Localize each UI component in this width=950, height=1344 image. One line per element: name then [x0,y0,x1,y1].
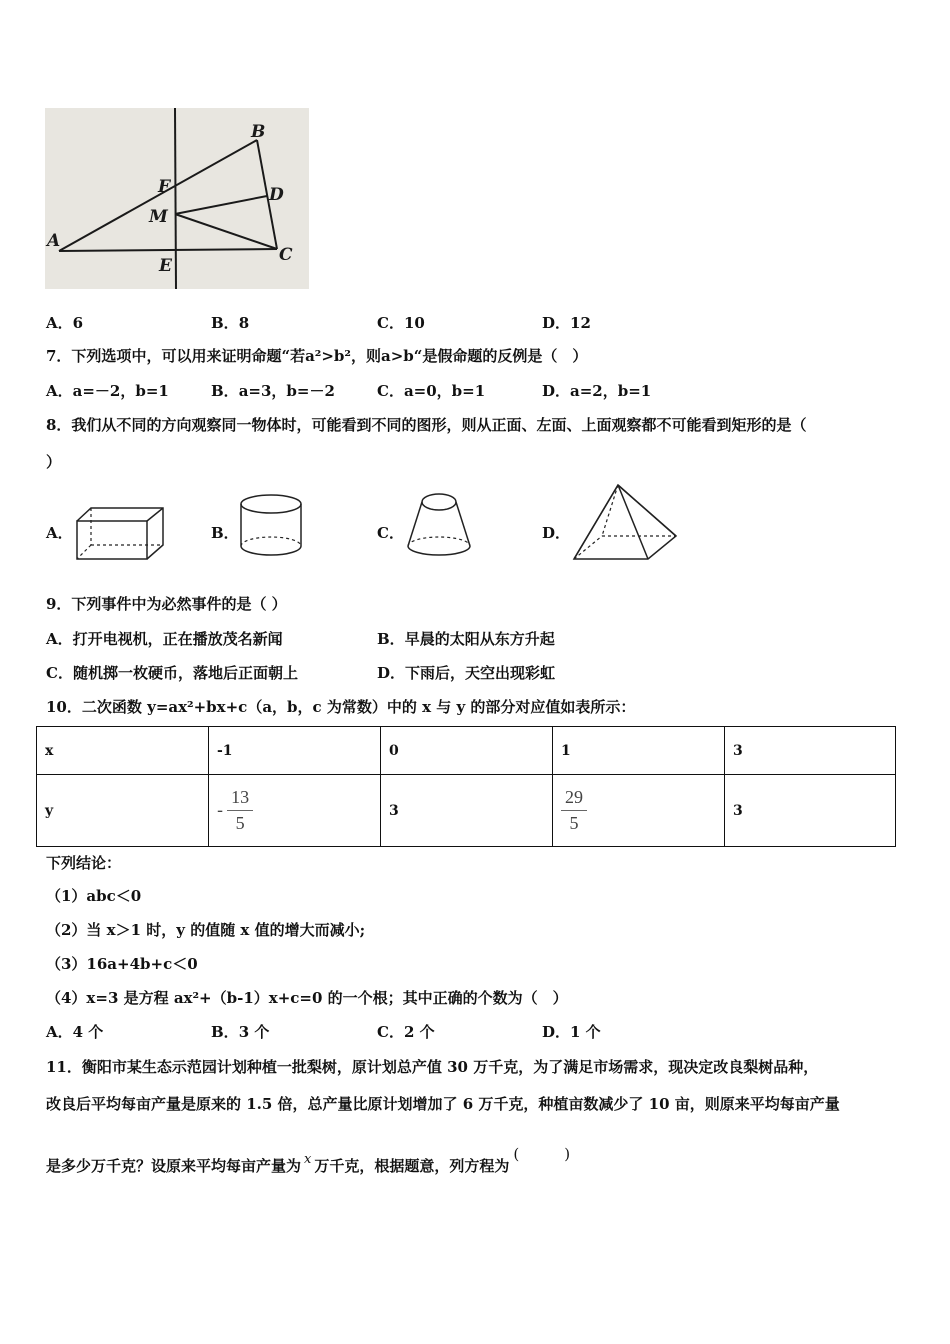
q10-conclusion-title: 下列结论： [46,854,122,872]
q7-stem: 7．下列选项中，可以用来证明命题“若a²>b²，则a>b“是假命题的反例是（ ） [46,347,588,365]
value-table [36,726,896,847]
q7-option-c[interactable]: C．a=0，b=1 [377,382,486,400]
table-cell-fraction [553,775,725,847]
q6-option-b[interactable]: B．8 [211,314,250,332]
label-c: C [279,245,293,265]
q10-conclusion-2: （2）当 x＞1 时，y 的值随 x 值的增大而减小; [46,921,366,939]
pyramid-icon [572,482,680,562]
q8-option-c-label[interactable]: C． [377,524,404,542]
q10-option-a[interactable]: A．4 个 [46,1023,104,1041]
frustum-icon [404,490,474,560]
minus-sign: - [217,800,224,821]
q9-option-c[interactable]: C．随机掷一枚硬币，落地后正面朝上 [46,664,298,682]
table-cell: 1 [553,727,725,775]
geometry-figure-photo [45,108,309,289]
table-cell: 3 [381,775,553,847]
q7-option-b[interactable]: B．a=3，b=－2 [211,382,335,400]
table-cell: 3 [725,727,896,775]
q6-option-a[interactable]: A．6 [46,314,84,332]
q8-option-a-label[interactable]: A． [46,524,73,542]
q8-stem-line1: 8．我们从不同的方向观察同一物体时，可能看到不同的图形，则从正面、左面、上面观察都不可能看到矩形的是（ [46,416,807,434]
q8-stem-line2: ） [46,453,62,471]
q7-option-a[interactable]: A．a=－2，b=1 [46,382,169,400]
fraction: $\frac{29}{5}$ [561,787,587,834]
q9-stem: 9．下列事件中为必然事件的是（ ） [46,595,287,613]
q10-option-c[interactable]: C．2 个 [377,1023,435,1041]
q6-option-c[interactable]: C．10 [377,314,425,332]
table-cell: 3 [725,775,896,847]
q10-conclusion-3: （3）16a+4b+c＜0 [46,955,198,973]
q7-option-d[interactable]: D．a=2，b=1 [542,382,652,400]
q10-conclusion-4: （4）x=3 是方程 ax²+（b-1）x+c=0 的一个根；其中正确的个数为（ ） [46,989,568,1007]
q10-option-b[interactable]: B．3 个 [211,1023,270,1041]
label-a: A [47,231,61,251]
q11-line2: 改良后平均每亩产量是原来的 1.5 倍，总产量比原计划增加了 6 万千克，种植亩数减少了 10 亩，则原来平均每亩产量 [46,1095,840,1113]
label-m: M [149,207,168,227]
q11-line3: 是多少万千克？设原来平均每亩产量为 x 万千克，根据题意，列方程为( ) [46,1145,571,1175]
variable-x: x [304,1152,312,1167]
q9-option-b[interactable]: B．早晨的太阳从东方升起 [377,630,555,648]
table-cell: y [37,775,209,847]
q9-option-d[interactable]: D．下雨后，天空出现彩虹 [377,664,556,682]
label-e: E [159,256,172,276]
label-b: B [251,122,266,142]
q10-stem: 10．二次函数 y=ax²+bx+c（a，b，c 为常数）中的 x 与 y 的部分对应值如表所示： [46,698,636,716]
label-f: F [158,177,171,197]
q6-option-d[interactable]: D．12 [542,314,591,332]
q9-option-a[interactable]: A．打开电视机，正在播放茂名新闻 [46,630,283,648]
q11-line1: 11．衡阳市某生态示范园计划种植一批梨树，原计划总产值 30 万千克，为了满足市场需求，现决定改良梨树品种， [46,1058,819,1076]
q8-option-d-label[interactable]: D． [542,524,571,542]
q10-conclusion-1: （1）abc＜0 [46,887,142,905]
label-d: D [269,185,284,205]
table-cell: 0 [381,727,553,775]
q8-option-b-label[interactable]: B． [211,524,239,542]
fraction: $\frac{13}{5}$ [227,787,253,834]
cylinder-icon [238,492,304,560]
answer-blank[interactable]: ( ) [513,1145,571,1163]
triangle-diagram [45,108,309,289]
cuboid-icon [73,505,165,561]
q10-option-d[interactable]: D．1 个 [542,1023,601,1041]
table-cell: -1 [209,727,381,775]
table-cell-fraction [209,775,381,847]
table-cell: x [37,727,209,775]
